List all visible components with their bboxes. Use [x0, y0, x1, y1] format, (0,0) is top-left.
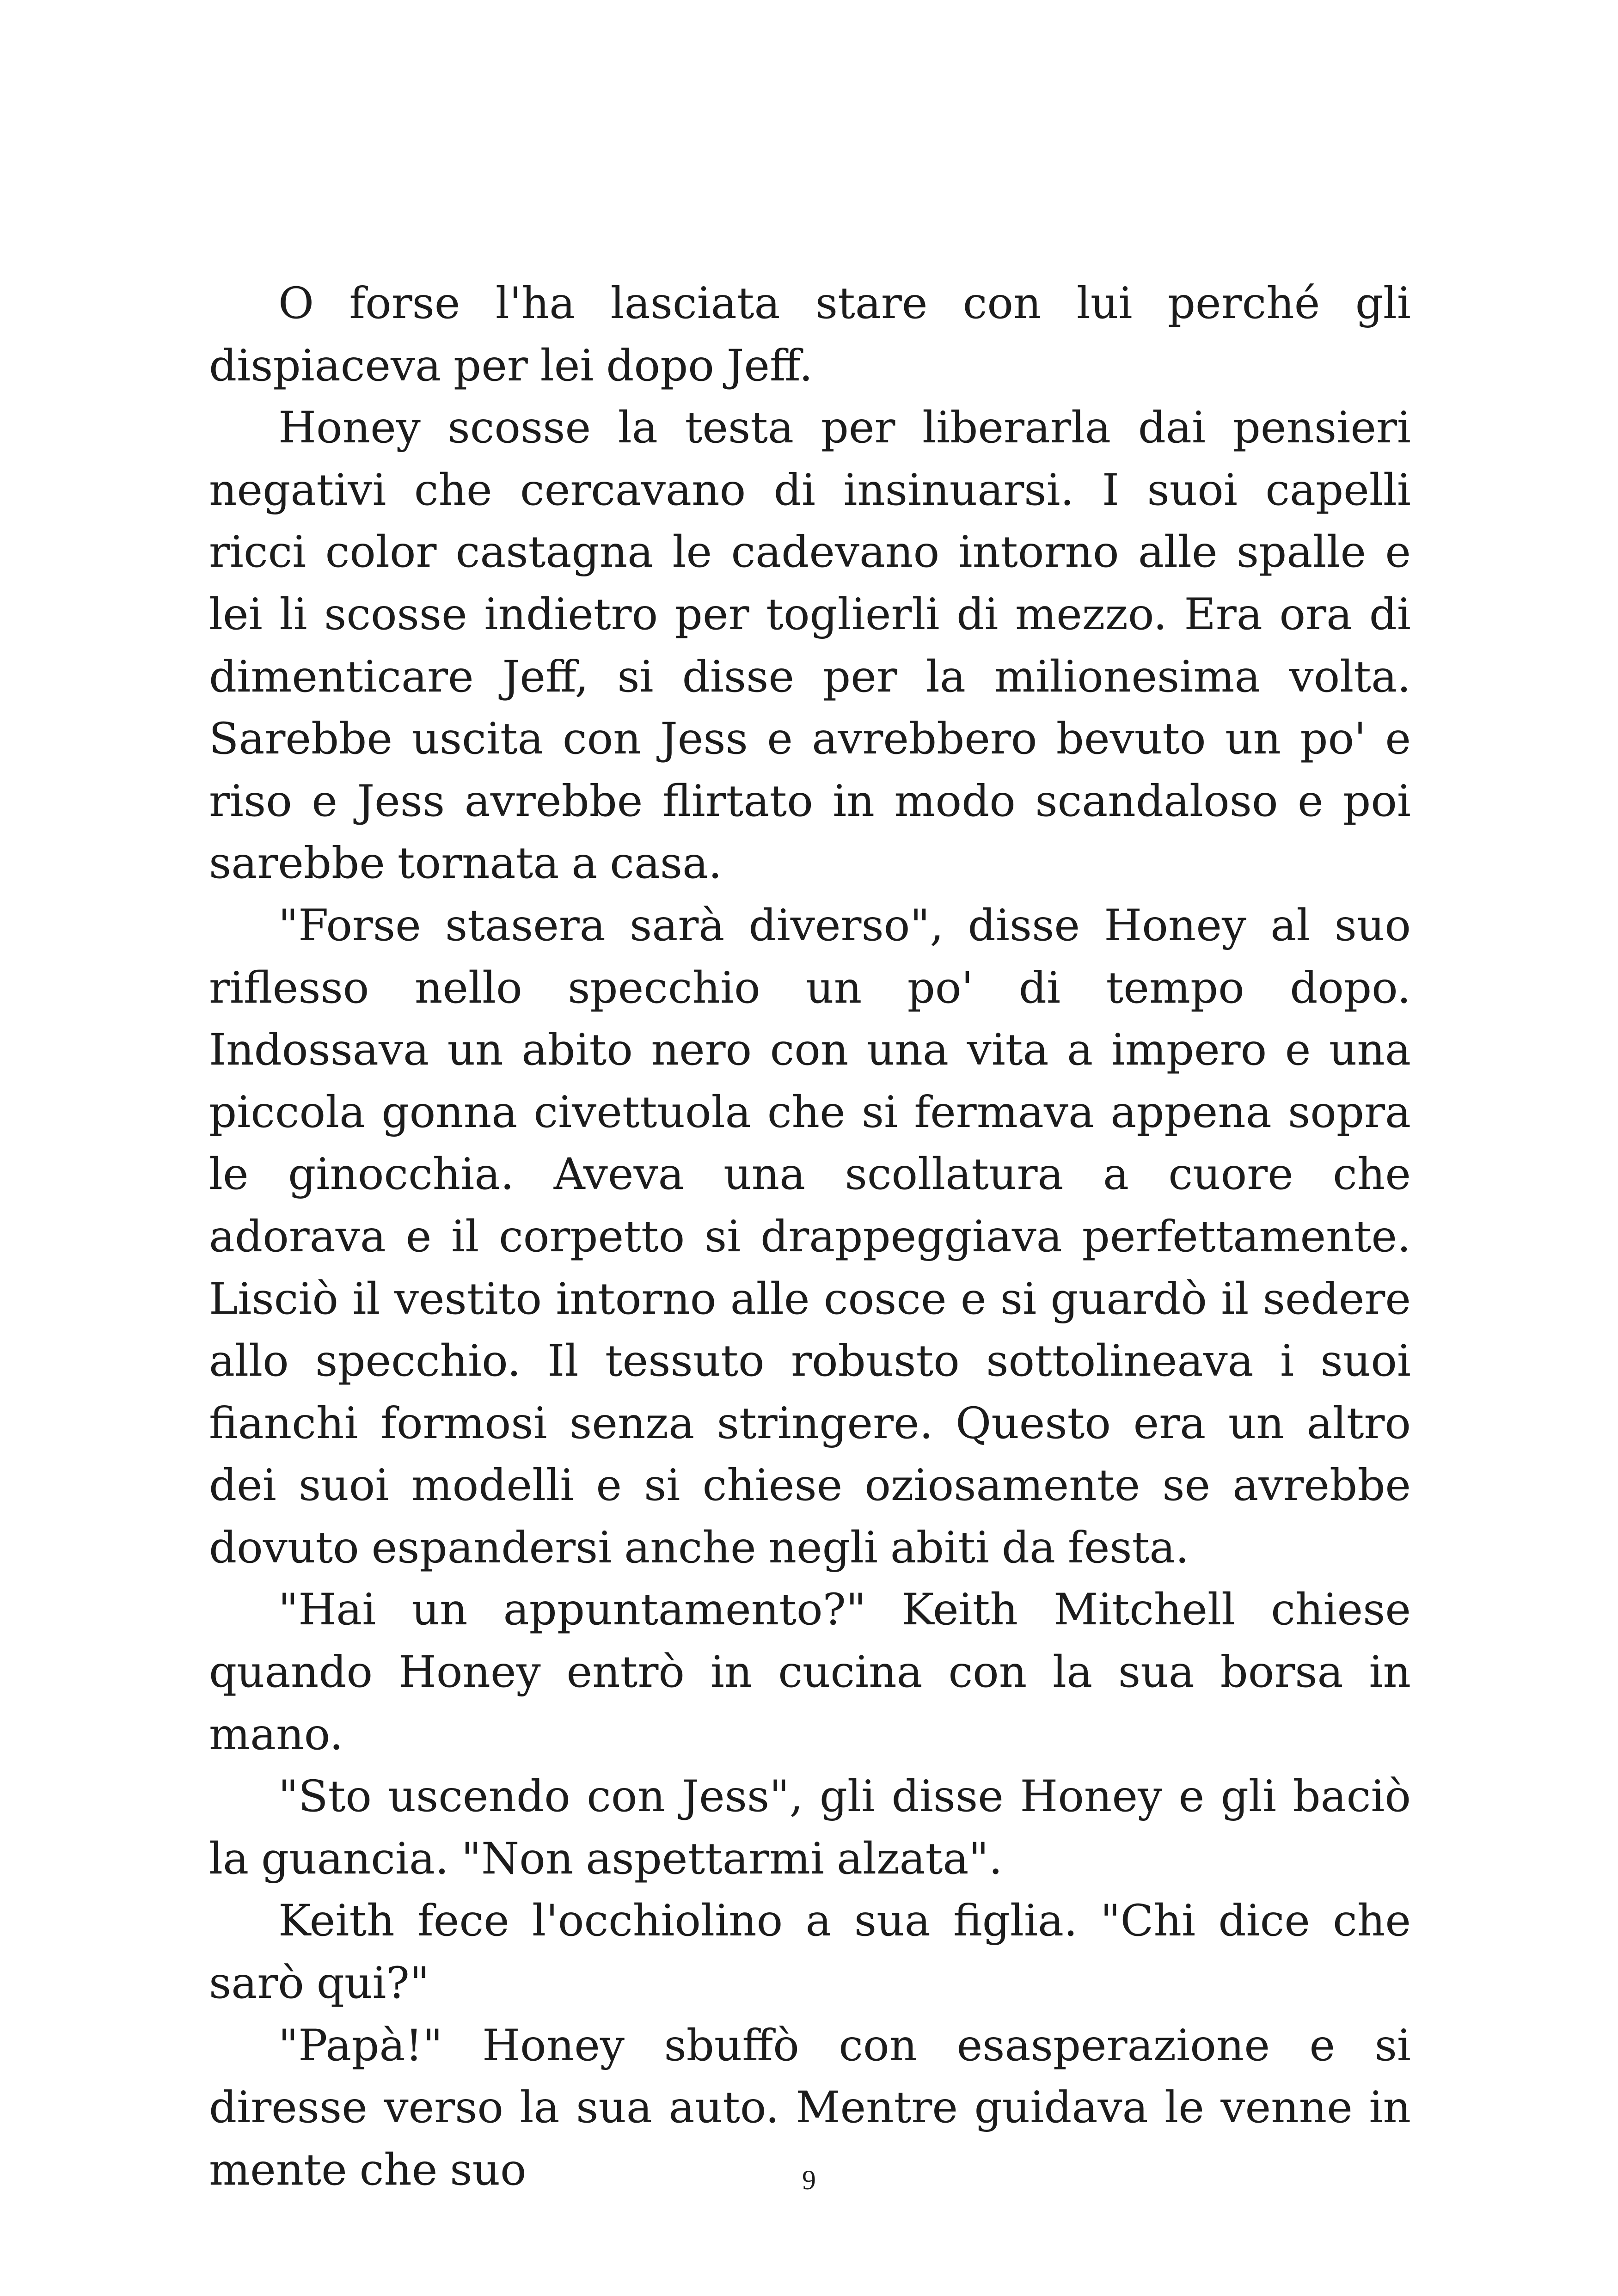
body-text	[209, 273, 1411, 2201]
paragraph: "Papà!" Honey sbuffò con esasperazione e si diresse verso la sua auto. Mentre guidava le venne in mente che suo	[209, 2020, 1411, 2195]
paragraph: "Forse stasera sarà diverso", disse Honey al suo riflesso nello specchio un po' di tempo dopo. Indossava un abito nero con una vita a impero e una piccola gonna civettuola che si fermava appena sopra le ginocchia. Aveva una scollatura a cuore che adorava e il corpetto si drappeggiava perfettamente. Lisciò il vestito intorno alle cosce e si guardò il sedere allo specchio. Il tessuto robusto sottolineava i suoi fianchi formosi senza stringere. Questo era un altro dei suoi modelli e si chiese oziosamente se avrebbe dovuto espandersi anche negli abiti da festa.	[209, 900, 1411, 1573]
paragraph: O forse l'ha lasciata stare con lui perché gli dispiaceva per lei dopo Jeff.	[209, 278, 1411, 391]
page-number: 9	[802, 2165, 816, 2195]
paragraph: "Sto uscendo con Jess", gli disse Honey e gli baciò la guancia. "Non aspettarmi alzata".	[209, 1771, 1411, 1884]
paragraph: Honey scosse la testa per liberarla dai pensieri negativi che cercavano di insinuarsi. I suoi capelli ricci color castagna le cadevano intorno alle spalle e lei li scosse indietro per toglierli di mezzo. Era ora di dimenticare Jeff, si disse per la milionesima volta. Sarebbe uscita con Jess e avrebbero bevuto un po' e riso e Jess avrebbe flirtato in modo scandaloso e poi sarebbe tornata a casa.	[209, 403, 1411, 889]
paragraph: "Hai un appuntamento?" Keith Mitchell chiese quando Honey entrò in cucina con la sua borsa in mano.	[209, 1585, 1411, 1760]
paragraph: Keith fece l'occhiolino a sua figlia. "Chi dice che sarò qui?"	[209, 1896, 1411, 2009]
